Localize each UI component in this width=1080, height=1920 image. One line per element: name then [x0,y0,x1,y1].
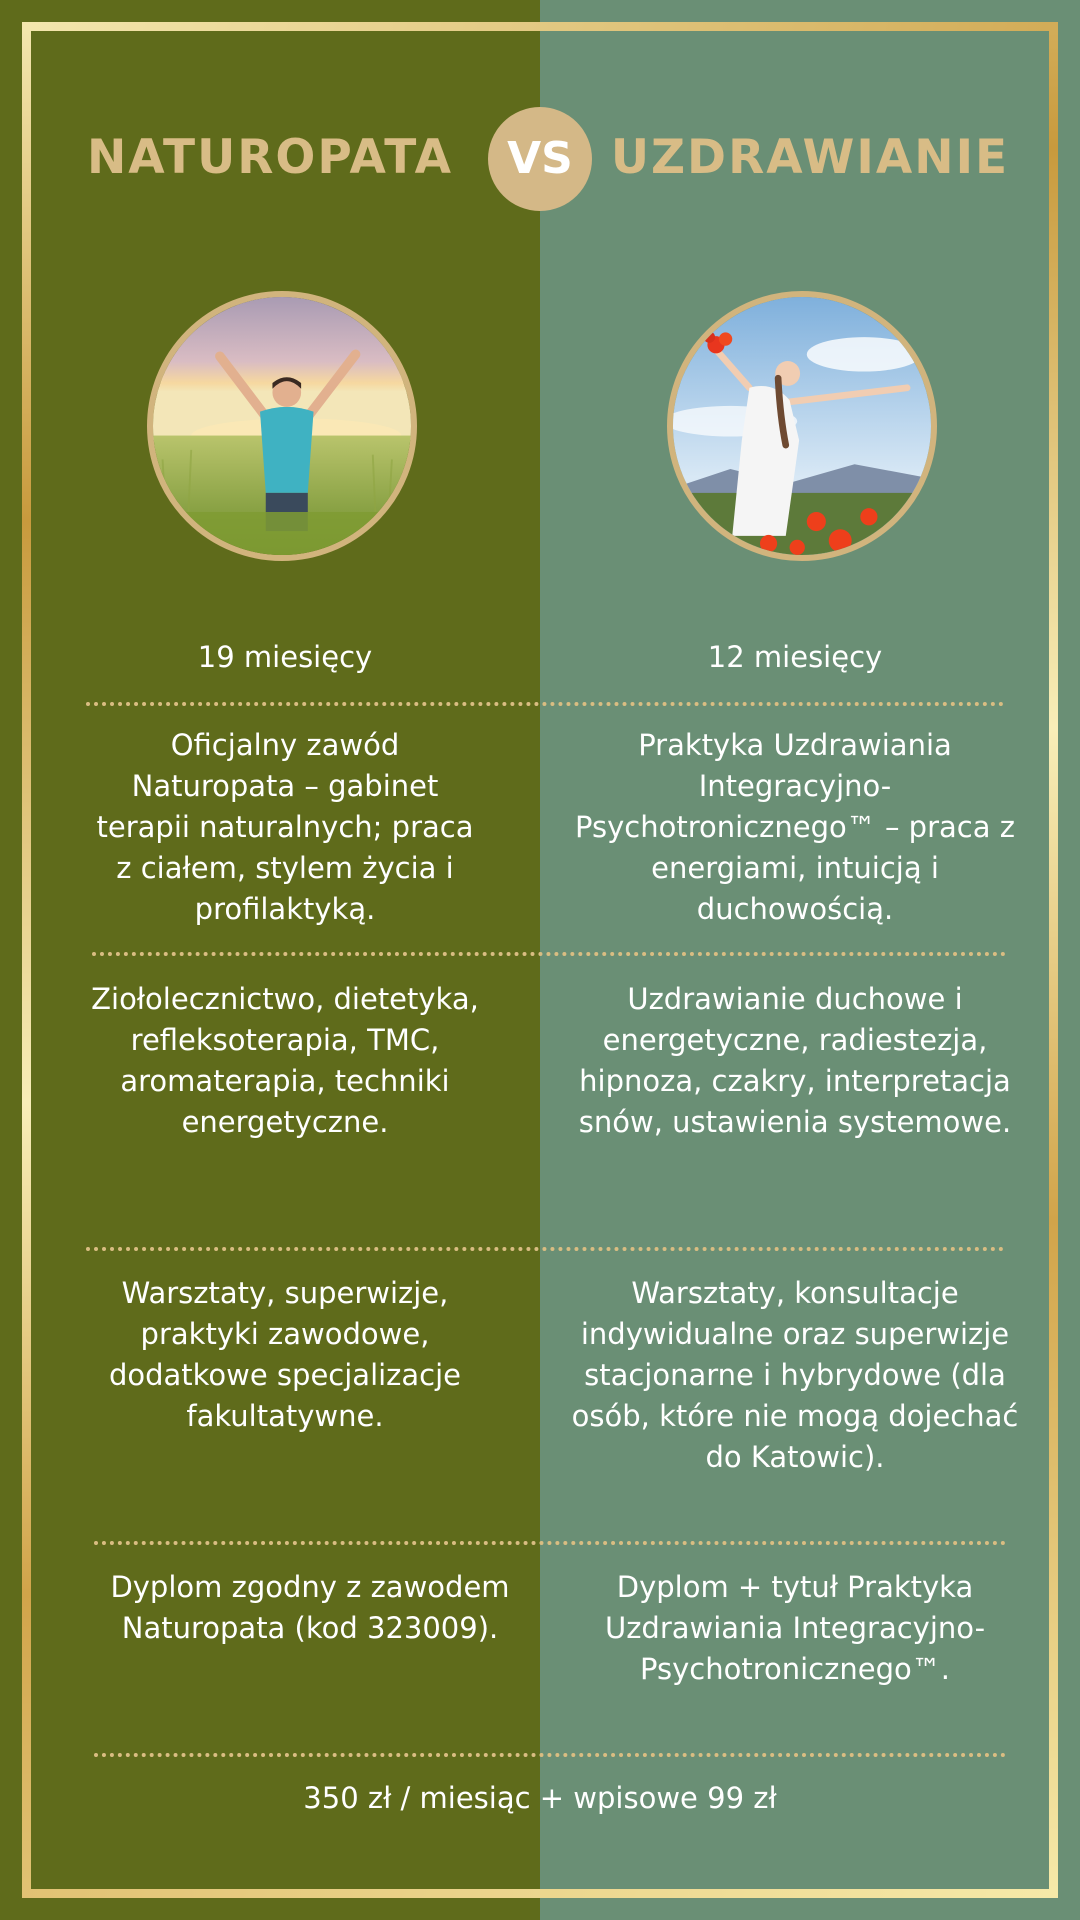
vs-badge: VS [488,107,592,211]
right-row-topics: Uzdrawianie duchowe i energetyczne, radiestezja, hipnoza, czakry, interpretacja snów, ustawienia systemowe. [578,982,1012,1139]
row-divider [86,1247,1004,1251]
man-in-wheat-field-photo [147,291,417,561]
row-divider [86,702,1004,706]
right-row-diploma: Dyplom + tytuł Praktyka Uzdrawiania Integracyjno-Psychotronicznego™. [604,1570,986,1686]
left-row-practice: Warsztaty, superwizje, praktyki zawodowe, dodatkowe specjalizacje fakultatywne. [108,1276,462,1433]
price-footer: 350 zł / miesiąc + wpisowe 99 zł [303,1781,777,1815]
left-title: NATUROPATA [86,130,454,185]
left-row-topics: Ziołolecznictwo, dietetyka, refleksoterapia, TMC, aromaterapia, techniki energetyczne. [91,982,479,1139]
left-row-occupation: Oficjalny zawód Naturopata – gabinet terapii naturalnych; praca z ciałem, stylem życia i profilaktyką. [96,728,474,926]
woman-in-poppy-field-photo [667,291,937,561]
left-duration: 19 miesięcy [197,640,373,674]
right-duration: 12 miesięcy [707,640,883,674]
row-divider [92,952,1006,956]
row-divider [94,1541,1006,1545]
left-row-diploma: Dyplom zgodny z zawodem Naturopata (kod 323009). [110,1570,510,1645]
right-row-practice: Warsztaty, konsultacje indywidualne oraz superwizje stacjonarne i hybrydowe (dla osób, które nie mogą dojechać do Katowic). [571,1276,1019,1474]
row-divider [94,1753,1006,1757]
right-row-occupation: Praktyka Uzdrawiania Integracyjno-Psychotronicznego™ – praca z energiami, intuicją i duchowością. [575,728,1015,926]
right-title: UZDRAWIANIE [610,130,1010,185]
